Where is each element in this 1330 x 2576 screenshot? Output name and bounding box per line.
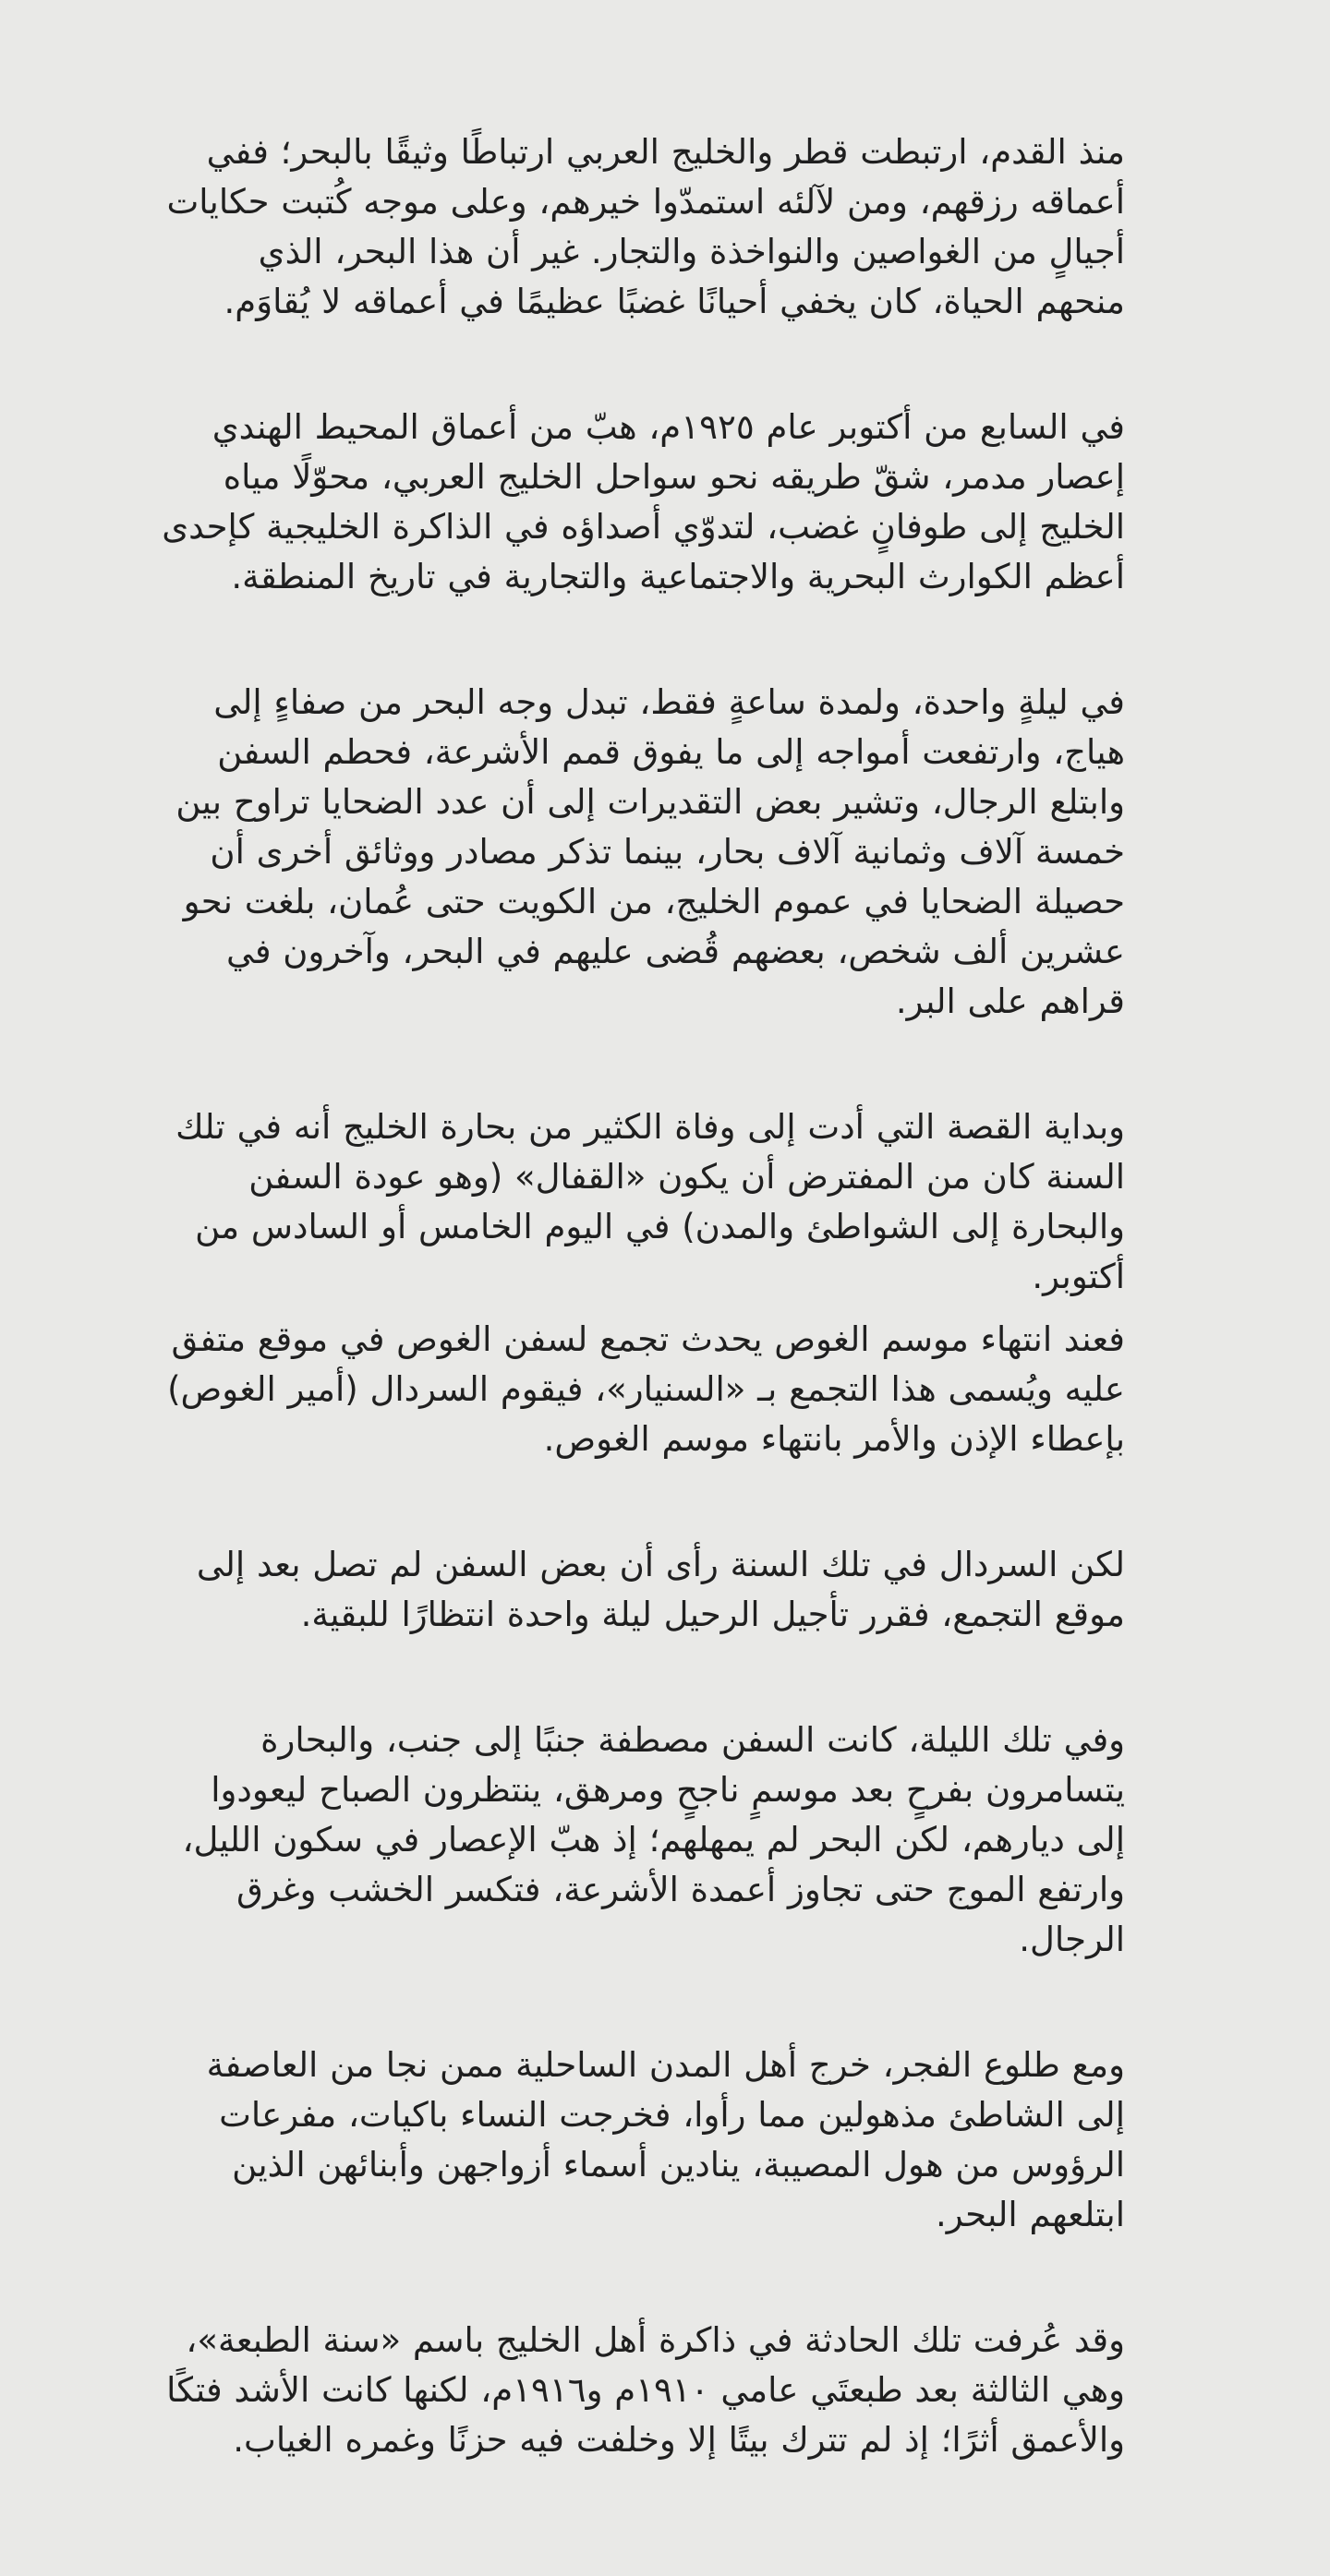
paragraph-intro-sea-bond: منذ القدم، ارتبطت قطر والخليج العربي ارتباطًا وثيقًا بالبحر؛ ففي أعماقه رزقهم، ومن لآلئه استمدّوا خيرهم، وعلى موجه كُتبت حكايات أجيالٍ من الغواصين والنواخذة والتجار. غير أن هذا البحر، الذي منحهم الحياة، كان يخفي أحيانًا غضبًا عظيمًا في أعماقه لا يُقاوَم. [166, 132, 1125, 321]
paragraph-sniyar-gathering: فعند انتهاء موسم الغوص يحدث تجمع لسفن الغوص في موقع متفق عليه ويُسمى هذا التجمع بـ «السنيار»، فيقوم السردال (أمير الغوص) بإعطاء الإذن والأمر بانتهاء موسم الغوص. [167, 1319, 1125, 1459]
paragraph-sanat-altabaa: وقد عُرفت تلك الحادثة في ذاكرة أهل الخليج باسم «سنة الطبعة»، وهي الثالثة بعد طبعتَي عامي ١٩١٠م و١٩١٦م، لكنها كانت الأشد فتكًا والأعمق أثرًا؛ إذ لم تترك بيتًا إلا وخلفت فيه حزنًا وغمره الغياب. [166, 2320, 1125, 2460]
paragraph-serdal-delay: لكن السردال في تلك السنة رأى أن بعض السفن لم تصل بعد إلى موقع التجمع، فقرر تأجيل الرحيل ليلة واحدة انتظارًا للبقية. [196, 1545, 1125, 1634]
paragraph-dawn-aftermath: ومع طلوع الفجر، خرج أهل المدن الساحلية ممن نجا من العاصفة إلى الشاطئ مذهولين مما رأوا، فخرجت النساء باكيات، مفرعات الرؤوس من هول المصيبة، ينادين أسماء أزواجهن وأبنائهن الذين ابتلعهم البحر. [206, 2045, 1125, 2234]
paragraph-cyclone-1925: في السابع من أكتوبر عام ١٩٢٥م، هبّ من أعماق المحيط الهندي إعصار مدمر، شقّ طريقه نحو سواحل الخليج العربي، محوّلًا مياه الخليج إلى طوفانٍ غضب، لتدوّي أصداؤه في الذاكرة الخليجية كإحدى أعظم الكوارث البحرية والاجتماعية والتجارية في تاريخ المنطقة. [162, 407, 1125, 596]
paragraph-qaffal-story: وبداية القصة التي أدت إلى وفاة الكثير من بحارة الخليج أنه في تلك السنة كان من المفترض أن يكون «القفال» (وهو عودة السفن والبحارة إلى الشواطئ والمدن) في اليوم الخامس أو السادس من أكتوبر. [175, 1107, 1125, 1296]
paragraph-night-of-storm: وفي تلك الليلة، كانت السفن مصطفة جنبًا إلى جنب، والبحارة يتسامرون بفرحٍ بعد موسمٍ ناجحٍ ومرهق، ينتظرون الصباح ليعودوا إلى ديارهم، لكن البحر لم يمهلهم؛ إذ هبّ الإعصار في سكون الليل، وارتفع الموج حتى تجاوز أعمدة الأشرعة، فتكسر الخشب وغرق الرجال. [182, 1720, 1125, 1959]
article [159, 127, 1125, 2465]
paragraph-victims-count: في ليلةٍ واحدة، ولمدة ساعةٍ فقط، تبدل وجه البحر من صفاءٍ إلى هياج، وارتفعت أمواجه إلى ما يفوق قمم الأشرعة، فحطم السفن وابتلع الرجال، وتشير بعض التقديرات إلى أن عدد الضحايا تراوح بين خمسة آلاف وثمانية آلاف بحار، بينما تذكر مصادر ووثائق أخرى أن حصيلة الضحايا في عموم الخليج، من الكويت حتى عُمان، بلغت نحو عشرين ألف شخص، بعضهم قُضى عليهم في البحر، وآخرون في قراهم على البر. [175, 682, 1125, 1021]
